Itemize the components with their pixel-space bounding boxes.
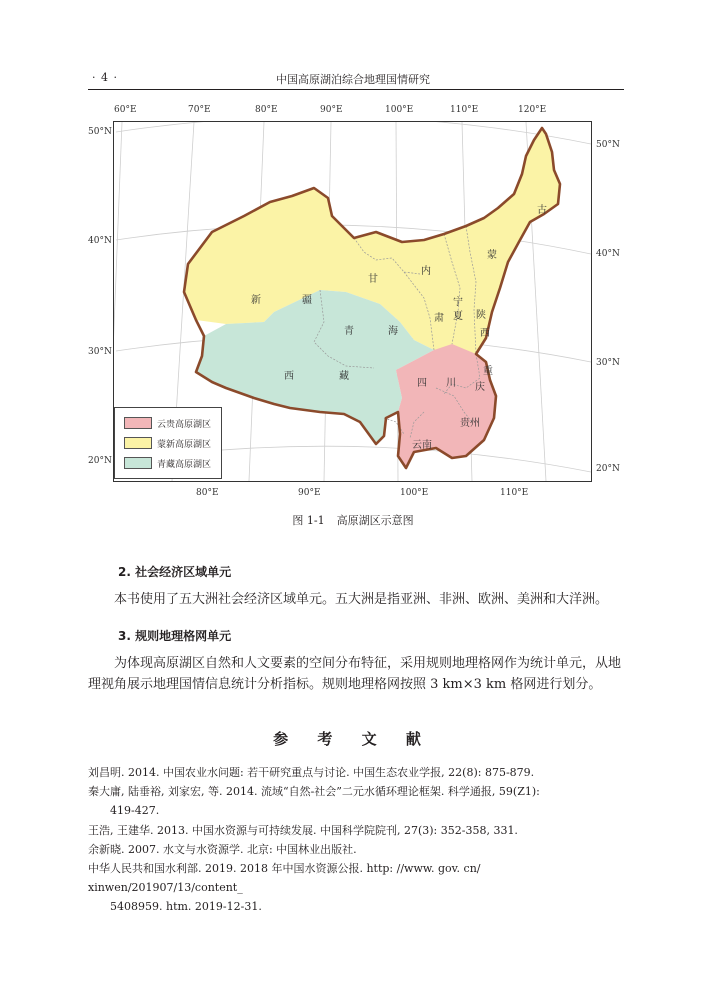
label-sichuan-1: 四 (417, 378, 427, 389)
lon-label-top: 100°E (385, 105, 414, 115)
label-xinjiang-2: 疆 (302, 295, 312, 306)
reference-continuation: 419-427. (110, 804, 160, 817)
section-heading: 2. 社会经济区域单元 (118, 565, 232, 579)
figure-caption (0, 512, 706, 528)
legend-swatch-yungui (124, 417, 152, 429)
lat-label-left: 20°N (88, 456, 112, 466)
legend-item (124, 437, 211, 449)
legend-item (124, 417, 211, 429)
label-ningxia-2: 夏 (453, 311, 463, 322)
lon-label-top: 70°E (188, 105, 211, 115)
lat-label-left: 30°N (88, 347, 112, 357)
lat-label-right: 20°N (596, 464, 620, 474)
section-body: 本书使用了五大洲社会经济区域单元。五大洲是指亚洲、非洲、欧洲、美洲和大洋洲。 (114, 592, 609, 607)
section-heading: 3. 规则地理格网单元 (118, 629, 232, 643)
label-qinghai-1: 青 (344, 326, 354, 337)
reference-text: 余新晓. 2007. 水文与水资源学. 北京: 中国林业出版社. (88, 843, 357, 856)
legend-swatch-mengxin (124, 437, 152, 449)
map-legend (114, 407, 222, 479)
label-chongqing-2: 庆 (475, 382, 485, 393)
reference-text: 秦大庸, 陆垂裕, 刘家宏, 等. 2014. 流域“自然-社会”二元水循环理论框架. 科学通报, 59(Z1): (88, 785, 540, 798)
label-neimeng-2: 蒙 (487, 250, 497, 261)
lat-label-right: 50°N (596, 140, 620, 150)
reference-item (88, 840, 628, 859)
label-gansu: 甘 (368, 274, 378, 285)
label-su: 肃 (434, 313, 444, 324)
region-yungui (396, 344, 496, 468)
label-shaanxi-1: 陕 (476, 310, 486, 321)
lon-label-bottom: 90°E (298, 488, 321, 498)
lon-label-bottom: 110°E (500, 488, 529, 498)
map-figure (113, 121, 592, 482)
references-title: 参 考 文 献 (273, 730, 433, 748)
reference-continuation: 5408959. htm. 2019-12-31. (110, 900, 262, 913)
label-yunnan: 云南 (412, 440, 432, 451)
label-neimeng-1: 内 (421, 266, 431, 277)
label-ningxia-1: 宁 (453, 297, 463, 308)
label-xizang-1: 西 (284, 371, 294, 382)
reference-text: 王浩, 王建华. 2013. 中国水资源与可持续发展. 中国科学院院刊, 27(3): 352-358, 331. (88, 824, 518, 837)
legend-label: 云贵高原湖区 (157, 419, 212, 430)
reference-text: 刘昌明. 2014. 中国农业水问题: 若干研究重点与讨论. 中国生态农业学报, 22(8): 875-879. (88, 766, 535, 779)
lon-label-top: 60°E (114, 105, 137, 115)
running-title: 中国高原湖泊综合地理国情研究 (276, 73, 430, 86)
lon-label-bottom: 80°E (196, 488, 219, 498)
page-number: · 4 · (92, 71, 118, 84)
reference-item (88, 763, 628, 782)
lat-label-left: 40°N (88, 236, 112, 246)
label-sichuan-2: 川 (446, 378, 456, 389)
label-neimeng-3: 古 (537, 205, 547, 216)
label-guizhou: 贵州 (460, 418, 480, 429)
caption-number: 图 1-1 (292, 514, 325, 527)
lon-label-top: 90°E (320, 105, 343, 115)
lon-label-top: 110°E (450, 105, 479, 115)
header-rule (88, 89, 624, 90)
lon-label-bottom: 100°E (400, 488, 429, 498)
legend-label: 青藏高原湖区 (157, 459, 212, 470)
legend-swatch-qingzang (124, 457, 152, 469)
section-body: 为体现高原湖区自然和人文要素的空间分布特征，采用规则地理格网作为统计单元，从地理视角展示地理国情信息统计分析指标。规则地理格网按照 3 km×3 km 格网进行划分。 (88, 656, 622, 692)
label-xizang-2: 藏 (339, 371, 349, 382)
reference-text: 中华人民共和国水利部. 2019. 2018 年中国水资源公报. http: //www. gov. cn/ xinwen/201907/13/content_ (88, 862, 481, 894)
lon-label-top: 80°E (255, 105, 278, 115)
lat-label-left: 50°N (88, 127, 112, 137)
label-qinghai-2: 海 (388, 326, 398, 337)
reference-item (88, 859, 628, 916)
lat-label-right: 40°N (596, 249, 620, 259)
legend-label: 蒙新高原湖区 (157, 439, 212, 450)
lon-label-top: 120°E (518, 105, 547, 115)
legend-item (124, 457, 211, 469)
reference-item (88, 821, 628, 840)
label-shaanxi-2: 西 (480, 328, 490, 339)
lat-label-right: 30°N (596, 358, 620, 368)
reference-item (88, 782, 628, 820)
caption-text: 高原湖区示意图 (336, 514, 414, 527)
label-chongqing-1: 重 (483, 366, 493, 377)
label-xinjiang-1: 新 (251, 295, 261, 306)
